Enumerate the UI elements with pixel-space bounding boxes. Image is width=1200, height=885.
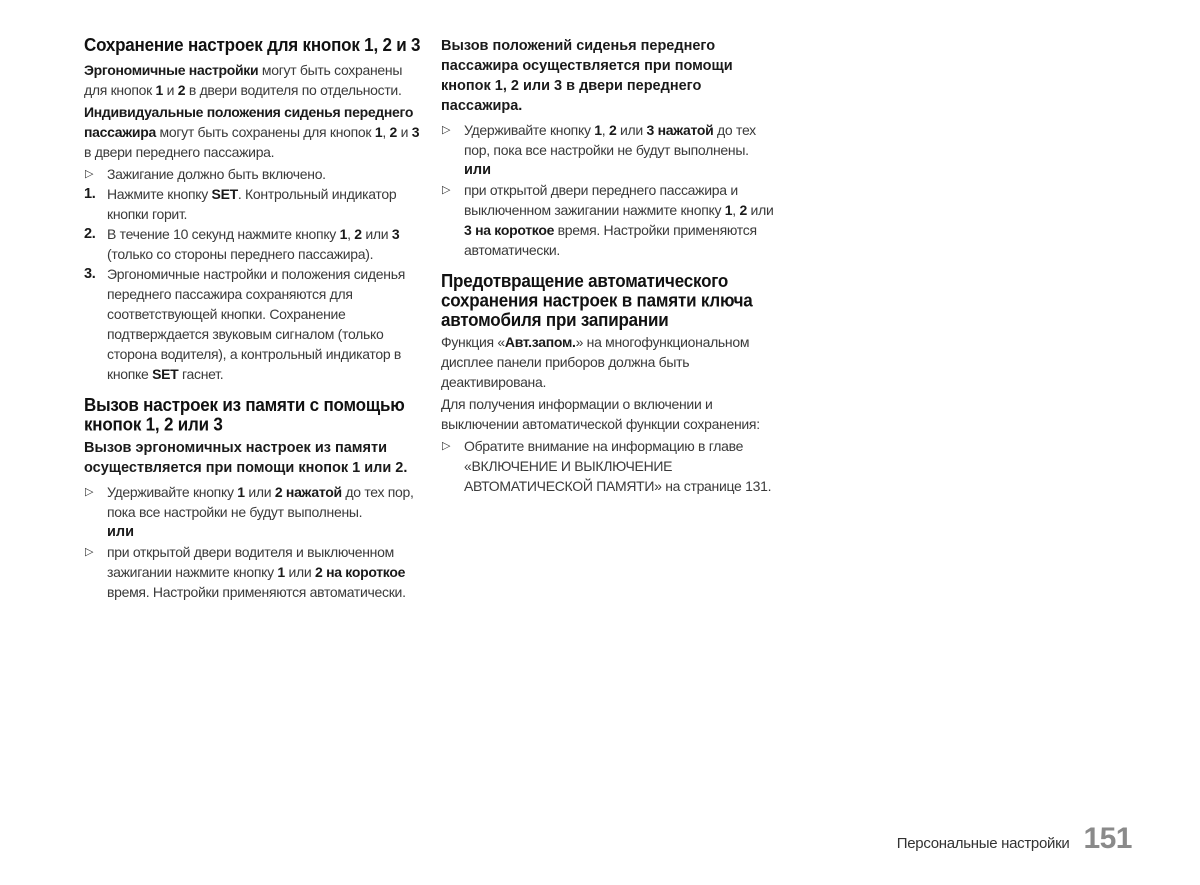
section-heading-save-buttons: Сохранение настроек для кнопок 1, 2 и 3 <box>84 34 421 56</box>
precondition-item: ▷ Зажигание должно быть включено. <box>85 166 326 182</box>
step-item: 3. Эргономичные настройки и положения сиденья переднего пассажира сохраняются для соответствующей кнопки. Сохранение подтверждается звуковым сигналом (только сторона водителя), а контрольный индикатор в кнопке SET гаснет. <box>84 266 405 382</box>
steps-list <box>84 184 424 384</box>
triangle-bullet-icon: ▷ <box>85 546 94 558</box>
right-column <box>441 36 781 496</box>
section-label: Персональные настройки <box>896 835 1070 852</box>
paragraph-info: Для получения информации о включении и выключении автоматической функции сохранения: <box>441 396 760 432</box>
left-column <box>84 36 424 602</box>
subheading-recall-passenger: Вызов положений сиденья переднего пассажира осуществляется при помощи кнопок 1, 2 или 3 в двери переднего пассажира. <box>441 38 733 114</box>
subheading-recall-ergonomic: Вызов эргономичных настроек из памяти осуществляется при помощи кнопок 1 или 2. <box>84 440 408 476</box>
or-separator: или <box>107 524 135 540</box>
instruction-item: ▷ при открытой двери водителя и выключенном зажигании нажмите кнопку 1 или 2 на короткое время. Настройки применяются автоматически. <box>85 544 406 600</box>
page-footer <box>897 822 1132 856</box>
reference-item: ▷ Обратите внимание на информацию в главе «ВКЛЮЧЕНИЕ И ВЫКЛЮЧЕНИЕ АВТОМАТИЧЕСКОЙ ПАМЯТИ» на странице 131. <box>442 438 772 494</box>
triangle-bullet-icon: ▷ <box>442 440 451 452</box>
triangle-bullet-icon: ▷ <box>442 124 451 136</box>
step-item: 1. Нажмите кнопку SET. Контрольный индикатор кнопки горит. <box>84 186 397 222</box>
triangle-bullet-icon: ▷ <box>442 184 451 196</box>
paragraph-auto-memory: Функция «Авт.запом.» на многофункциональном дисплее панели приборов должна быть деактивирована. <box>441 334 750 390</box>
or-separator: или <box>464 162 492 178</box>
page-number: 151 <box>1083 822 1132 855</box>
instruction-item: ▷ при открытой двери переднего пассажира и выключенном зажигании нажмите кнопку 1, 2 или 3 на короткое время. Настройки применяются автоматически. <box>442 182 774 258</box>
instruction-item: ▷ Удерживайте кнопку 1 или 2 нажатой до тех пор, пока все настройки не будут выполнены. <box>85 484 414 520</box>
section-heading-recall: Вызов настроек из памяти с помощью кнопок 1, 2 или 3 <box>84 394 405 435</box>
triangle-bullet-icon: ▷ <box>85 168 94 180</box>
triangle-bullet-icon: ▷ <box>85 486 94 498</box>
step-item: 2. В течение 10 секунд нажмите кнопку 1, 2 или 3 (только со стороны переднего пассажира). <box>84 226 400 262</box>
section-heading-prevent-autosave: Предотвращение автоматического сохранения настроек в памяти ключа автомобиля при запирании <box>441 270 753 331</box>
paragraph-ergonomic: Эргономичные настройки могут быть сохранены для кнопок 1 и 2 в двери водителя по отдельности. <box>84 62 403 98</box>
paragraph-passenger-seat: Индивидуальные положения сиденья переднего пассажира могут быть сохранены для кнопок 1, 2 и 3 в двери переднего пассажира. <box>84 104 420 160</box>
instruction-item: ▷ Удерживайте кнопку 1, 2 или 3 нажатой до тех пор, пока все настройки не будут выполнены. <box>442 122 756 158</box>
